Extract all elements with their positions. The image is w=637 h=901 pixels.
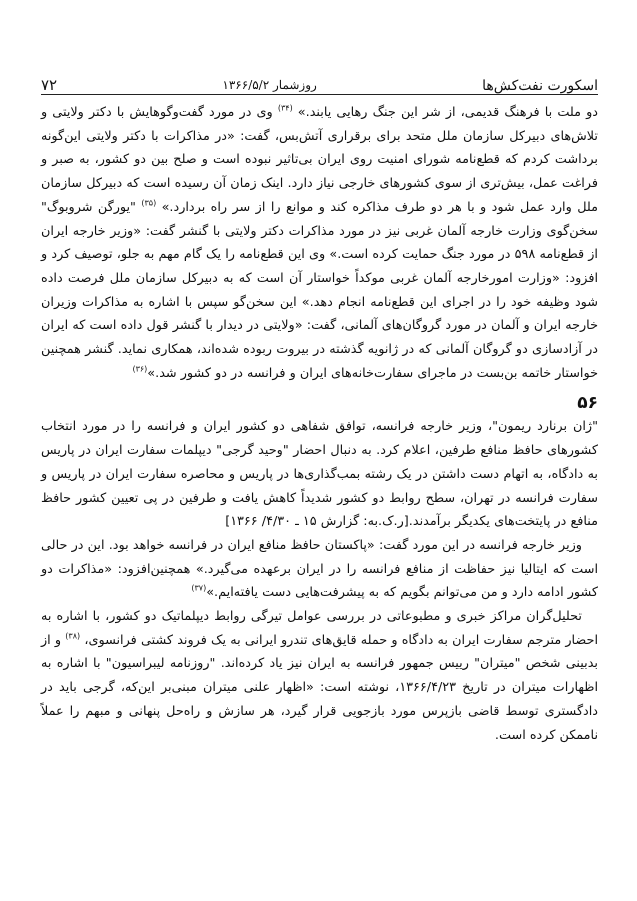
footnote-ref: (۳۵)	[141, 198, 157, 208]
page-body	[41, 101, 598, 747]
book-title: اسکورت نفت‌کش‌ها	[482, 78, 598, 94]
page-number: ۷۲	[41, 76, 58, 94]
footnote-ref: (۳۴)	[277, 103, 293, 113]
paragraph	[41, 534, 598, 605]
paragraph	[41, 605, 598, 747]
paragraph-text: وزیر خارجه فرانسه در این مورد گفت: «پاکستان حافظ منافع ایران در فرانسه خواهد بود. این در حالی است که ایتالیا نیز حفاظت از منافع فرانسه را در ایران برعهده می‌گیرد.» همچنین‌افزود: «مذاکرات دو کشور ادامه دارد و من می‌توانم بگویم که به پیشرفت‌هایی دست یافته‌ایم.»	[41, 537, 598, 601]
paragraph-text: وی در مورد گفت‌وگوهایش با دکتر ولایتی و تلاش‌های دبیرکل سازمان ملل متحد برای برقراری آتش‌بس، گفت: «در مذاکرات با دکتر ولایتی این‌گونه برداشت کردم که قطع‌نامه شورای امنیت روی ایران بی‌تاثیر نبوده است و صلح بین دو کشور، به صبر و فراغت عمل، بیش‌تری از سوی کشورهای خارجی نیاز دارد. اینک زمان آن رسیده است که دبیرکل سازمان ملل وارد عمل شود و با هر دو طرف مذاکره کند و موانع را از سر راه بردارد.»	[41, 105, 598, 215]
running-header	[41, 60, 598, 95]
footnote-ref: (۳۸)	[65, 631, 81, 641]
paragraph-text: دو ملت با فرهنگ قدیمی، از شر این جنگ رهایی یابند.»	[292, 105, 598, 120]
paragraph: "ژان برنارد ریمون"، وزیر خارجه فرانسه، توافق شفاهی دو کشور ایران و فرانسه را در مورد انتخاب کشورهای حافظ منافع طرفین، اعلام کرد. به دنبال احضار "وحید گرجی" دیپلمات سفارت ایران در پاریس به دادگاه، به اتهام دست داشتن در یک رشته بمب‌گذاری‌ها در پاریس و محاصره سفارت ایران در پاریس و سفارت فرانسه در تهران، سطح روابط دو کشور شدیداً کاهش یافت و طرفین در پی تعیین کشور حافظ منافع در پایتخت‌های یکدیگر برآمدند.[ر.ک.به: گزارش ۱۵ ـ ۴/۳۰/ ۱۳۶۶]	[41, 419, 598, 530]
footnote-ref: (۳۶)	[132, 364, 148, 374]
section-number: ۵۶	[577, 393, 598, 414]
date-label: روزشمار ۱۳۶۶/۵/۲	[222, 78, 317, 92]
footnote-ref: (۳۷)	[191, 584, 207, 594]
paragraph	[41, 101, 598, 385]
book-page	[41, 60, 598, 747]
paragraph-text: "یورگن شروبوگ" سخن‌گوی وزارت خارجه آلمان غربی نیز در مورد مذاکرات دکتر ولایتی با گنشر گفت: «وزیر خارجه ایران از قطع‌نامه ۵۹۸ در مورد جنگ حمایت کرده است.» وی این قطع‌نامه را یک گام مهم به جلو، توصیف کرد و افزود: «وزارت امورخارجه آلمان غربی موکداً خواستار آن است که به دبیرکل سازمان ملل فرصت داده شود وظیفه خود را در اجرای این قطع‌نامه انجام دهد.» این سخن‌گو سپس با اشاره به مذاکرات وزیران خارجه ایران و آلمان در مورد گروگان‌های آلمانی، گفت: «ولایتی در دیدار با گنشر قول داده است که ایران در آزادسازی دو گروگان آلمانی که در ژانویه گذشته در بیروت ربوده شده‌اند، همکاری نماید. گنشر همچنین خواستار خاتمه بن‌بست در ماجرای سفارت‌خانه‌های ایران و فرانسه در دو کشور شد.»	[41, 199, 598, 381]
paragraph-text: و از بدبینی شخص "میتران" رییس جمهور فرانسه به ایران نیز یاد کرده‌اند. "روزنامه لیبراسیون" با اشاره به اظهارات میتران در تاریخ ۱۳۶۶/۴/۲۳، نوشته است: «اظهار علنی میتران مبنی‌بر این‌که، گرجی باید در دادگستری توسط قاضی بازپرس مورد بازجویی قرار گیرد، هر سازش و راه‌حل پنهانی و مبهم را عملاً ناممکن کرده است.	[41, 632, 598, 743]
paragraph-text: تحلیل‌گران مراکز خبری و مطبوعاتی در بررسی عوامل تیرگی روابط دیپلماتیک دو کشور، با اشاره به احضار مترجم سفارت ایران به دادگاه و حمله قایق‌های تندرو ایرانی به یک فروند کشتی فرانسوی،	[41, 609, 598, 648]
